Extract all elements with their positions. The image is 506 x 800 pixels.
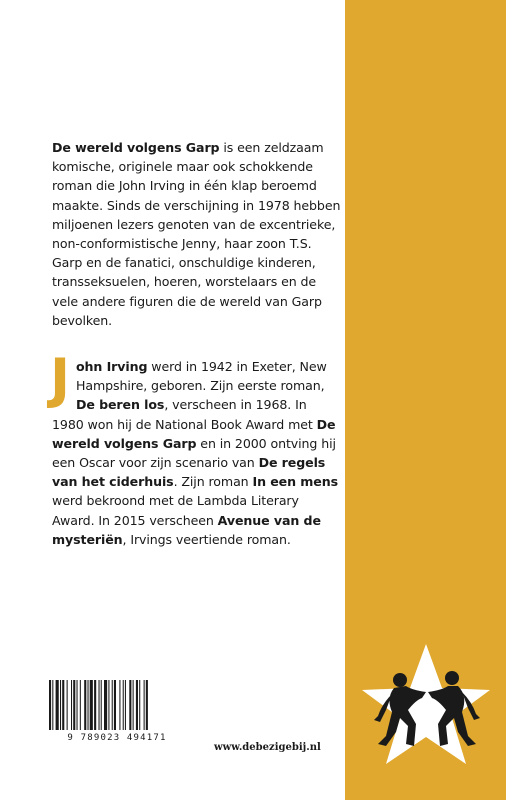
- barcode-bar: [90, 680, 93, 730]
- barcode-bar: [123, 680, 124, 730]
- barcode-bar: [84, 680, 86, 730]
- barcode-bar: [144, 680, 145, 730]
- book-title-4: In een mens: [252, 474, 338, 490]
- barcode-bar: [80, 680, 81, 730]
- barcode-bar: [104, 680, 107, 730]
- barcode-bar: [71, 680, 72, 730]
- barcode-bar: [125, 680, 126, 730]
- barcode-bar: [136, 680, 138, 730]
- barcode-bar: [133, 680, 134, 730]
- bio-text-1: werd in 1942 in Exeter, New Hampshire, geboren. Zijn eerste roman,: [76, 359, 327, 394]
- bio-text-2: , verscheen in 1968. In 1980 won hij de National Book Award met: [52, 397, 317, 432]
- barcode-bar: [52, 680, 53, 730]
- book-title-2: De wereld volgens Garp: [52, 416, 336, 451]
- barcode-bar: [73, 680, 75, 730]
- barcode-bar: [49, 680, 51, 730]
- barcode-bar: [60, 680, 61, 730]
- barcode-bar: [139, 680, 140, 730]
- barcode-bar: [94, 680, 96, 730]
- bio-text-5: werd bekroond met de Lambda Literary Award. In 2015 verscheen: [52, 493, 299, 528]
- barcode-bar: [108, 680, 109, 730]
- barcode-bar: [56, 680, 59, 730]
- barcode-bar: [67, 680, 68, 730]
- author-name: ohn Irving: [76, 359, 148, 374]
- blurb-paragraph: [52, 138, 342, 330]
- barcode-bar: [77, 680, 78, 730]
- book-title-3: De regels van het ciderhuis: [52, 455, 326, 490]
- bio-text-6: , Irvings veertiende roman.: [122, 531, 291, 547]
- isbn-number: 9 789023 494171: [67, 733, 167, 743]
- barcode-bar: [101, 680, 102, 730]
- author-bio: [50, 347, 342, 549]
- blurb-text: is een zeldzaam komische, originele maar ook schokkende roman die John Irving in één klap beroemd maakte. Sinds de verschijning in 1978 hebben miljoenen lezers genoten van de excentrieke, non-conformistische Jenny, haar zoon T.S. Garp en de fanatici, onschuldige kinderen, transseksuelen, hoeren, worstelaars en de vele andere figuren die de wereld van Garp bevolken.: [52, 140, 341, 328]
- barcode-bar: [119, 680, 120, 730]
- barcode-bar: [99, 680, 100, 730]
- barcode-bar: [146, 680, 148, 730]
- publisher-url: www.debezigebij.nl: [214, 742, 321, 753]
- blurb-title: De wereld volgens Garp: [52, 140, 220, 155]
- book-title-5: Avenue van de mysteriën: [52, 512, 321, 547]
- barcode-bar: [112, 680, 113, 730]
- book-title-1: De beren los: [76, 397, 165, 413]
- barcode-bar: [62, 680, 64, 730]
- bio-text-4: . Zijn roman: [173, 474, 253, 490]
- barcode: [47, 680, 187, 730]
- bio-text-3: en in 2000 ontving hij een Oscar voor zijn scenario van: [52, 435, 336, 471]
- barcode-bar: [114, 680, 116, 730]
- barcode-bar: [129, 680, 131, 730]
- wrestlers-star-icon: [356, 640, 496, 770]
- barcode-bar: [88, 680, 89, 730]
- drop-cap: J: [50, 347, 70, 410]
